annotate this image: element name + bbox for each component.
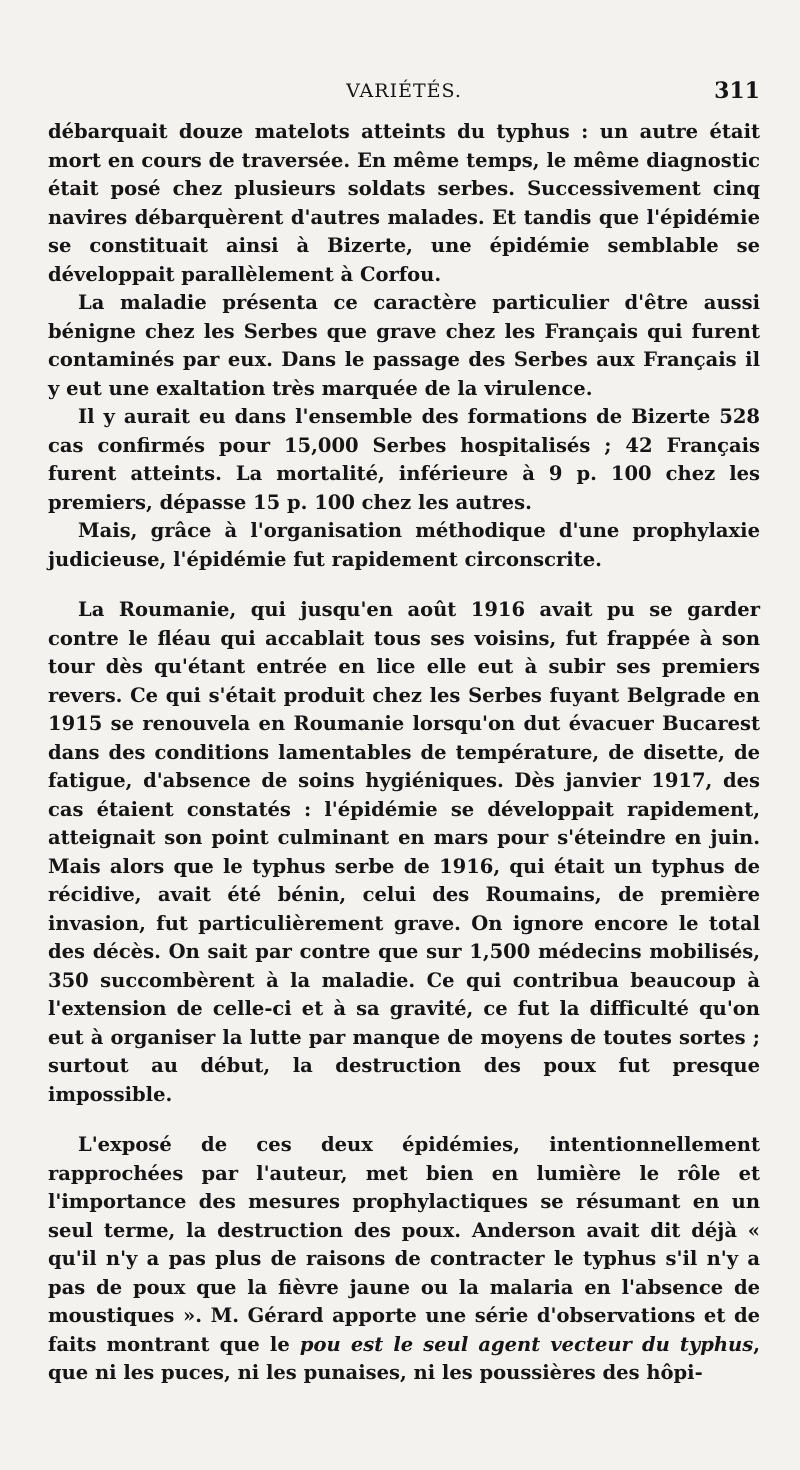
paragraph-expose bbox=[48, 1131, 760, 1388]
page-header bbox=[48, 78, 760, 108]
running-title: VARIÉTÉS. bbox=[346, 80, 462, 102]
paragraph-maladie: La maladie présenta ce caractère particulier d'être aussi bénigne chez les Serbes que grave chez les Français qui furent contaminés par eux. Dans le passage des Serbes aux Français il y eut une exaltation très marquée de la virulence. bbox=[48, 291, 760, 400]
paragraph-continuation: débarquait douze matelots atteints du typhus : un autre était mort en cours de traversée. En même temps, le même diagnostic était posé chez plusieurs soldats serbes. Successivement cinq navires débarquèrent d'autres malades. Et tandis que l'épidémie se constituait ainsi à Bizerte, une épidémie semblable se développait parallèlement à Corfou. bbox=[48, 120, 760, 286]
expose-italic: pou est le seul agent vecteur du typhus bbox=[299, 1332, 754, 1356]
paragraph-prophylaxie: Mais, grâce à l'organisation méthodique d'une prophylaxie judicieuse, l'épidémie fut rapidement circonscrite. bbox=[48, 519, 760, 571]
expose-text: L'exposé de ces deux épidémies, intentionnellement rapprochées par l'auteur, met bien en lumière le rôle et l'importance des mesures prophylactiques se résumant en un seul terme, la destruction des poux. Anderson avait dit déjà « qu'il n'y a pas plus de raisons de contracter le typhus s'il n'y a pas de poux que la fièvre jaune ou la malaria en l'absence de moustiques ». M. Gérard apporte une série d'observations et de faits montrant que le bbox=[48, 1133, 760, 1356]
paragraph-bizerte-cases: Il y aurait eu dans l'ensemble des formations de Bizerte 528 cas confirmés pour 15,000 Serbes hospitalisés ; 42 Français furent atteints. La mortalité, inférieure à 9 p. 100 chez les premiers, dépasse 15 p. 100 chez les autres. bbox=[48, 405, 760, 514]
paragraph-roumanie: La Roumanie, qui jusqu'en août 1916 avait pu se garder contre le fléau qui accablait tous ses voisins, fut frappée à son tour dès qu'étant entrée en lice elle eut à subir ses premiers revers. Ce qui s'était produit chez les Serbes fuyant Belgrade en 1915 se renouvela en Roumanie lorsqu'on dut évacuer Bucarest dans des conditions lamentables de température, de disette, de fatigue, d'absence de soins hygiéniques. Dès janvier 1917, des cas étaient constatés : l'épidémie se développait rapidement, atteignait son point culminant en mars pour s'éteindre en juin. Mais alors que le typhus serbe de 1916, qui était un typhus de récidive, avait été bénin, celui des Roumains, de première invasion, fut particulièrement grave. On ignore encore le total des décès. On sait par contre que sur 1,500 médecins mobilisés, 350 succombèrent à la maladie. Ce qui contribua beaucoup à l'extension de celle-ci et à sa gravité, ce fut la difficulté qu'on eut à organiser la lutte par manque de moyens de toutes sortes ; surtout au début, la destruction des poux fut presque impossible. bbox=[48, 598, 760, 1106]
body-text bbox=[48, 118, 760, 1388]
expose-text-end: , que ni les puces, ni les punaises, ni les poussières des hôpi- bbox=[48, 1332, 760, 1384]
page-number: 311 bbox=[714, 78, 760, 104]
